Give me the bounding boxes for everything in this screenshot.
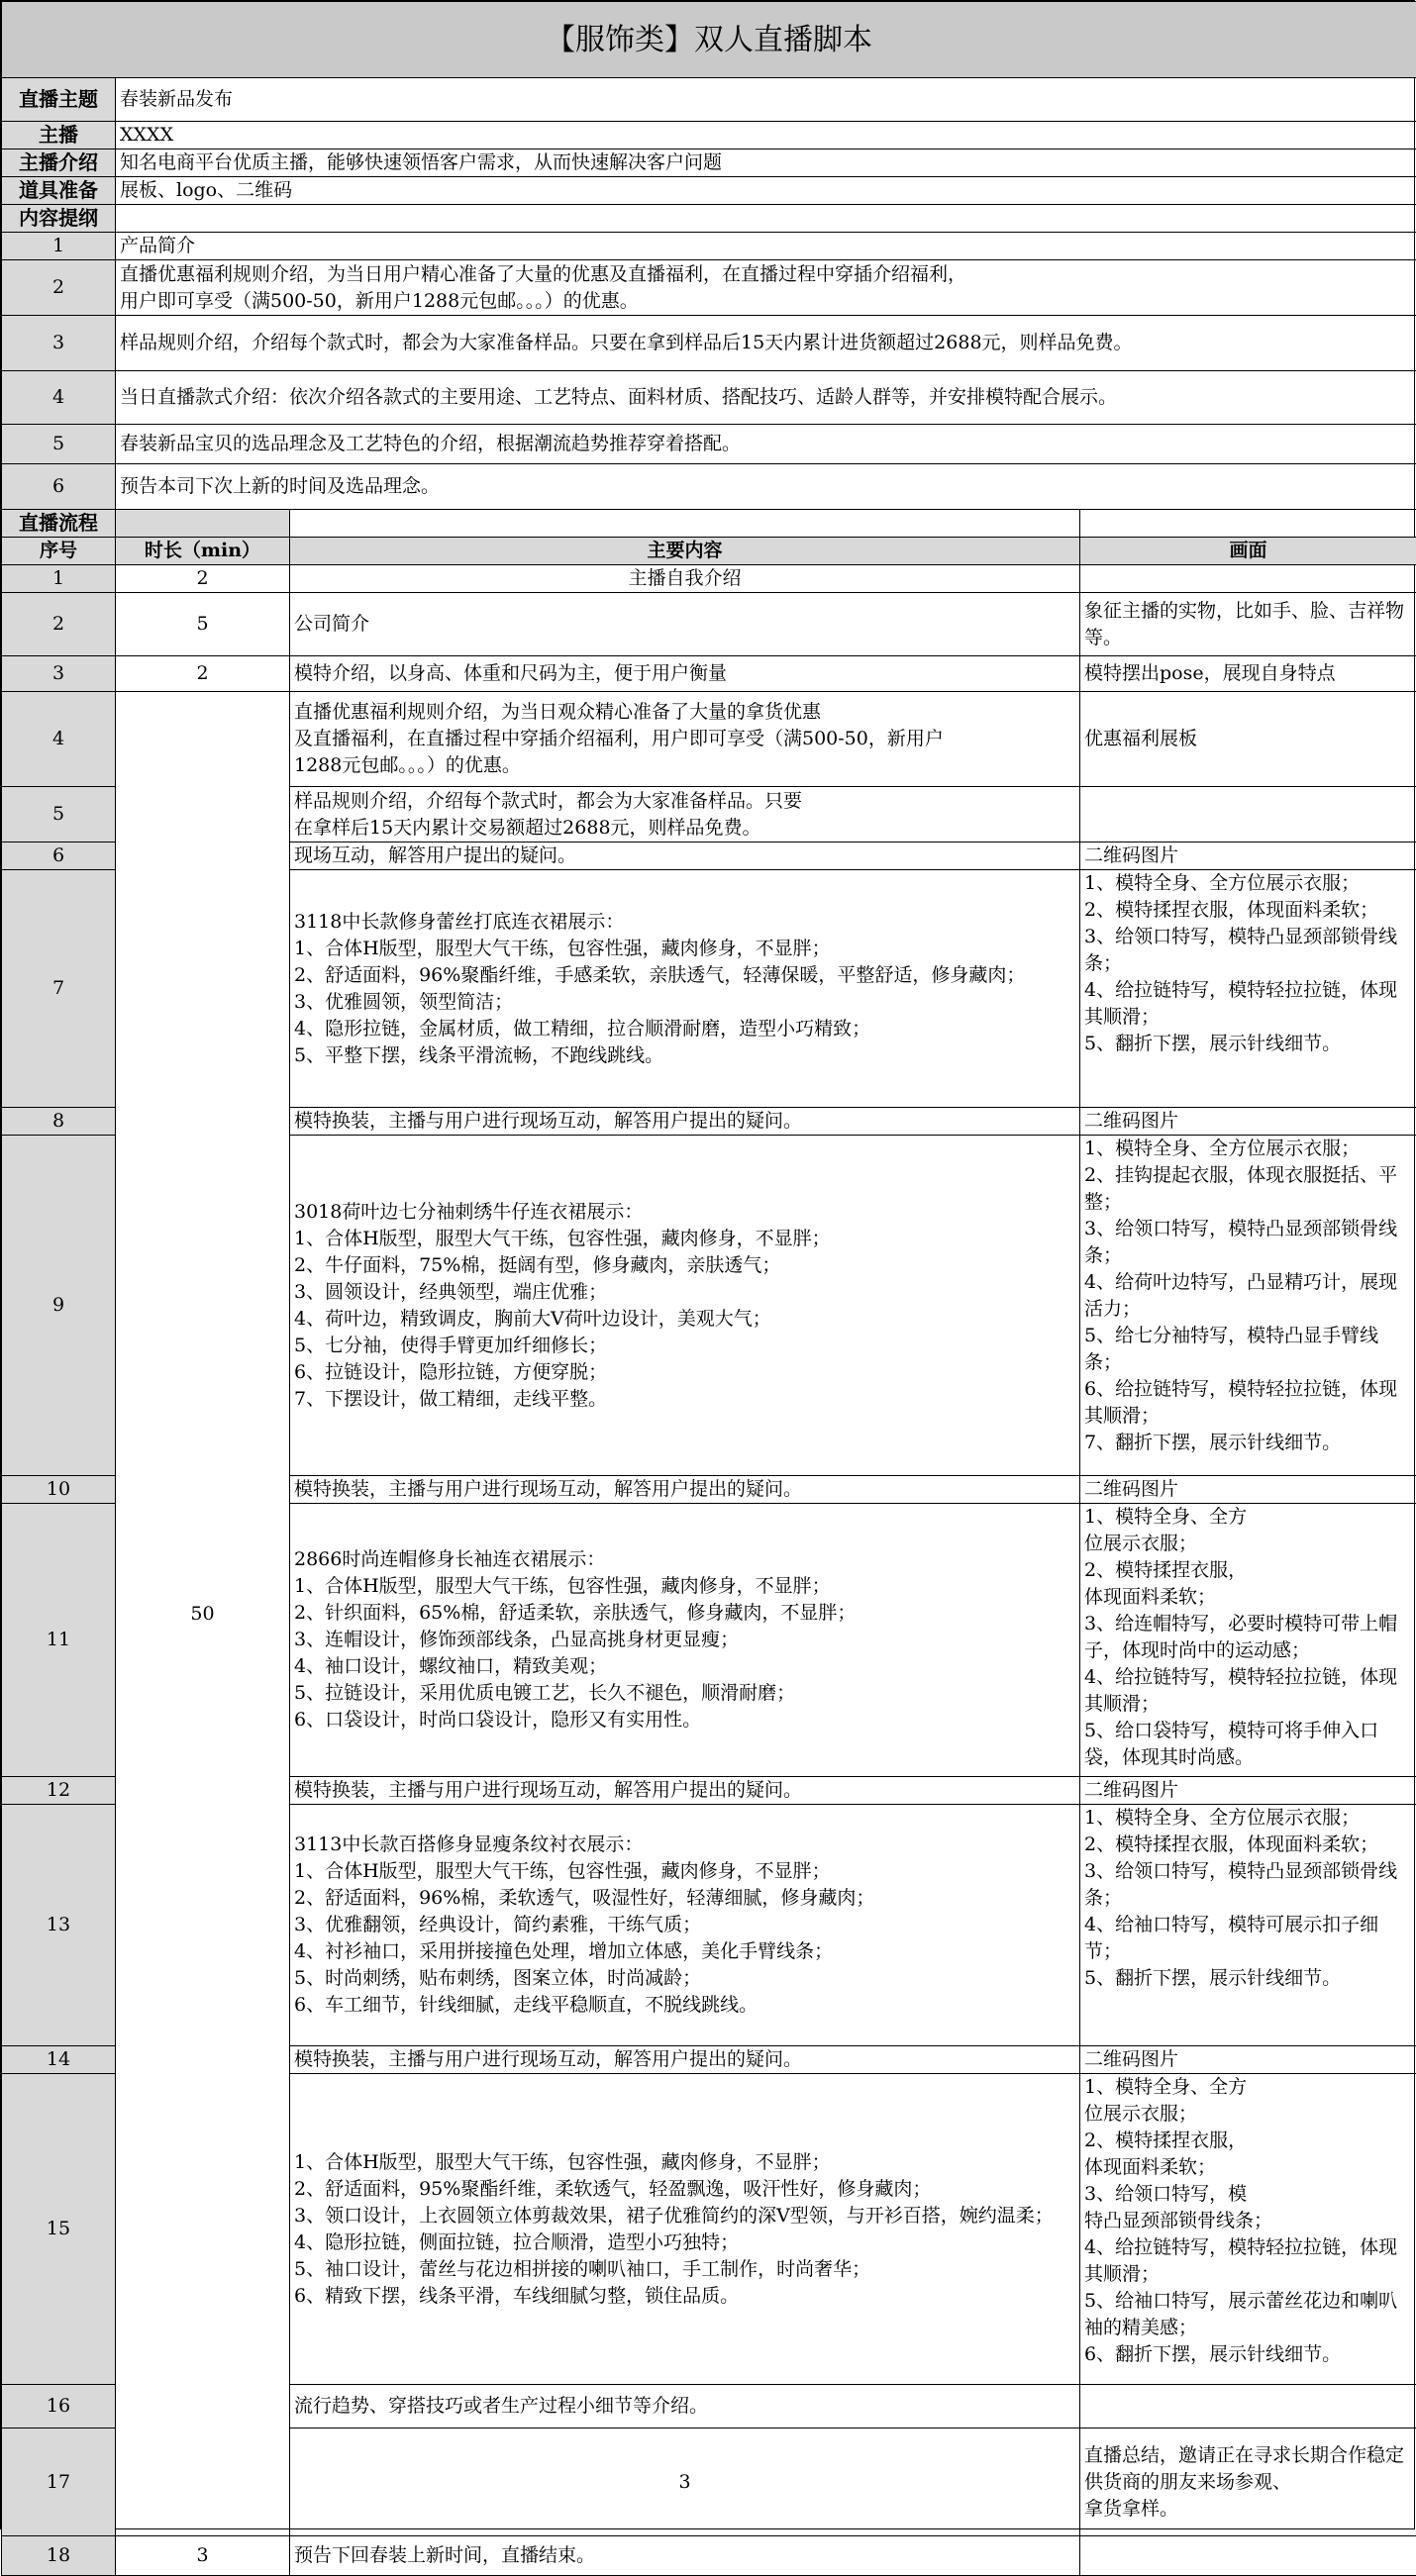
flow-no: 5 <box>2 787 116 842</box>
flow-visual: 1、模特全身、全方位展示衣服； 2、模特揉捏衣服，体现面料柔软； 3、给领口特写，模特凸显颈部锁骨线条； 4、给袖口特写，模特可展示扣子细节； 5、翻折下摆，展示针线细节。 <box>1080 1805 1416 2046</box>
flow-content: 模特换装，主播与用户进行现场互动，解答用户提出的疑问。 <box>290 1777 1080 1805</box>
flow-section-label: 直播流程 <box>2 510 116 538</box>
flow-no: 9 <box>2 1136 116 1476</box>
header-duration: 时长（min） <box>116 538 290 565</box>
flow-no: 4 <box>2 692 116 787</box>
flow-no: 13 <box>2 1805 116 2046</box>
flow-no: 8 <box>2 1108 116 1136</box>
flow-content: 3018荷叶边七分袖刺绣牛仔连衣裙展示： 1、合体H版型，服型大气干练，包容性强，藏肉修身，不显胖； 2、牛仔面料，75%棉，挺阔有型，修身藏肉，亲肤透气； 3、圆领设计，经典领型，端庄优雅； 4、荷叶边，精致调皮，胸前大V荷叶边设计，美观大气； 5、七分袖，使得手臂更加纤细修长； 6、拉链设计，隐形拉链，方便穿脱； 7、下摆设计，做工精细，走线平整。 <box>290 1136 1080 1476</box>
theme-label: 直播主题 <box>2 78 116 122</box>
flow-no: 1 <box>2 565 116 593</box>
flow-no: 2 <box>2 593 116 656</box>
flow-no: 12 <box>2 1777 116 1805</box>
flow-spacer <box>116 510 290 538</box>
header-visual: 画面 <box>1080 538 1416 565</box>
flow-visual: 二维码图片 <box>1080 1476 1416 1504</box>
flow-content: 公司简介 <box>290 593 1080 656</box>
flow-content: 3113中长款百搭修身显瘦条纹衬衣展示： 1、合体H版型，服型大气干练，包容性强，藏肉修身，不显胖； 2、舒适面料，96%棉，柔软透气，吸湿性好，轻薄细腻，修身藏肉； 3、优雅翻领，经典设计，简约素雅，干练气质； 4、衬衫袖口，采用拼接撞色处理，增加立体感，美化手臂线条； 5、时尚刺绣，贴布刺绣，图案立体，时尚减龄； 6、车工细节，针线细腻，走线平稳顺直，不脱线跳线。 <box>290 1805 1080 2046</box>
flow-no: 3 <box>2 656 116 692</box>
flow-duration: 2 <box>116 565 290 593</box>
flow-visual: 1、模特全身、全方 位展示衣服； 2、模特揉捏衣服， 体现面料柔软； 3、给领口特写，模 特凸显颈部锁骨线条； 4、给拉链特写，模特轻拉拉链，体现其顺滑； 5、给袖口特写，展示蕾丝花边和喇叭袖的精美感； 6、翻折下摆，展示针线细节。 <box>1080 2074 1416 2385</box>
flow-visual <box>1080 787 1416 842</box>
header-content: 主要内容 <box>290 538 1080 565</box>
outline-spacer <box>116 205 1416 233</box>
flow-content: 样品规则介绍，介绍每个款式时，都会为大家准备样品。只要 在拿样后15天内累计交易额超过2688元，则样品免费。 <box>290 787 1080 842</box>
outline-text: 春装新品宝贝的选品理念及工艺特色的介绍，根据潮流趋势推荐穿着搭配。 <box>116 425 1416 464</box>
script-table <box>1 1 1416 2576</box>
flow-content: 1、合体H版型，服型大气干练，包容性强，藏肉修身，不显胖； 2、舒适面料，95%聚酯纤维，柔软透气，轻盈飘逸，吸汗性好，修身藏肉； 3、领口设计，上衣圆领立体剪裁效果，裙子优雅简约的深V型领，与开衫百搭，婉约温柔； 4、隐形拉链，侧面拉链，拉合顺滑，造型小巧独特； 5、袖口设计，蕾丝与花边相拼接的喇叭袖口，手工制作，时尚奢华； 6、精致下摆，线条平滑，车线细腻匀整，锁住品质。 <box>290 2074 1080 2385</box>
flow-visual: 1、模特全身、全方位展示衣服； 2、模特揉捏衣服，体现面料柔软； 3、给领口特写，模特凸显颈部锁骨线条； 4、给拉链特写，模特轻拉拉链，体现其顺滑； 5、翻折下摆，展示针线细节。 <box>1080 870 1416 1108</box>
flow-no: 11 <box>2 1504 116 1777</box>
outline-text: 产品简介 <box>116 233 1416 260</box>
flow-spacer <box>1080 510 1416 538</box>
outline-no: 1 <box>2 233 116 260</box>
outline-label: 内容提纲 <box>2 205 116 233</box>
flow-content: 预告下回春装上新时间，直播结束。 <box>290 2536 1080 2576</box>
flow-duration: 3 <box>116 2536 290 2576</box>
flow-no: 16 <box>2 2385 116 2428</box>
flow-visual <box>1080 2536 1416 2576</box>
flow-content: 模特换装，主播与用户进行现场互动，解答用户提出的疑问。 <box>290 1476 1080 1504</box>
host-intro-label: 主播介绍 <box>2 149 116 177</box>
outline-no: 4 <box>2 371 116 425</box>
outline-no: 3 <box>2 316 116 371</box>
flow-duration: 5 <box>116 593 290 656</box>
flow-visual: 优惠福利展板 <box>1080 692 1416 787</box>
flow-visual: 二维码图片 <box>1080 2046 1416 2074</box>
outline-no: 5 <box>2 425 116 464</box>
flow-visual <box>1080 565 1416 593</box>
header-seq: 序号 <box>2 538 116 565</box>
flow-no: 7 <box>2 870 116 1108</box>
page-title: 【服饰类】双人直播脚本 <box>2 2 1416 78</box>
flow-duration: 2 <box>116 656 290 692</box>
flow-duration-merged: 50 <box>116 692 290 2536</box>
outline-text: 预告本司下次上新的时间及选品理念。 <box>116 464 1416 510</box>
flow-content: 2866时尚连帽修身长袖连衣裙展示： 1、合体H版型，服型大气干练，包容性强，藏肉修身，不显胖； 2、针织面料，65%棉，舒适柔软，亲肤透气，修身藏肉，不显胖； 3、连帽设计，修饰颈部线条，凸显高挑身材更显瘦； 4、袖口设计，螺纹袖口，精致美观； 5、拉链设计，采用优质电镀工艺，长久不褪色，顺滑耐磨； 6、口袋设计，时尚口袋设计，隐形又有实用性。 <box>290 1504 1080 1777</box>
flow-content: 模特换装，主播与用户进行现场互动，解答用户提出的疑问。 <box>290 2046 1080 2074</box>
flow-visual: 模特摆出pose，展现自身特点 <box>1080 656 1416 692</box>
flow-no: 15 <box>2 2074 116 2385</box>
outline-no: 2 <box>2 260 116 316</box>
outline-text: 样品规则介绍，介绍每个款式时，都会为大家准备样品。只要在拿到样品后15天内累计进货额超过2688元，则样品免费。 <box>116 316 1416 371</box>
flow-content: 直播总结，邀请正在寻求长期合作稳定供货商的朋友来场参观、 拿货拿样。 <box>1080 2428 1416 2536</box>
host-intro-value: 知名电商平台优质主播，能够快速领悟客户需求，从而快速解决客户问题 <box>116 149 1416 177</box>
flow-content: 模特介绍，以身高、体重和尺码为主，便于用户衡量 <box>290 656 1080 692</box>
flow-visual: 二维码图片 <box>1080 842 1416 870</box>
flow-visual: 二维码图片 <box>1080 1108 1416 1136</box>
flow-visual <box>1080 2385 1416 2428</box>
theme-value: 春装新品发布 <box>116 78 1416 122</box>
flow-content: 3118中长款修身蕾丝打底连衣裙展示： 1、合体H版型，服型大气干练，包容性强，藏肉修身，不显胖； 2、舒适面料，96%聚酯纤维，手感柔软，亲肤透气，轻薄保暖，平整舒适，修身藏肉； 3、优雅圆领，领型简洁； 4、隐形拉链，金属材质，做工精细，拉合顺滑耐磨，造型小巧精致； 5、平整下摆，线条平滑流畅，不跑线跳线。 <box>290 870 1080 1108</box>
props-label: 道具准备 <box>2 177 116 205</box>
flow-content: 流行趋势、穿搭技巧或者生产过程小细节等介绍。 <box>290 2385 1080 2428</box>
flow-no: 14 <box>2 2046 116 2074</box>
flow-content: 直播优惠福利规则介绍，为当日观众精心准备了大量的拿货优惠 及直播福利，在直播过程中穿插介绍福利，用户即可享受（满500-50，新用户 1288元包邮。。。）的优惠。 <box>290 692 1080 787</box>
flow-visual: 1、模特全身、全方位展示衣服； 2、挂钩提起衣服，体现衣服挺括、平整； 3、给领口特写，模特凸显颈部锁骨线条； 4、给荷叶边特写，凸显精巧计，展现活力； 5、给七分袖特写，模特凸显手臂线条； 6、给拉链特写，模特轻拉拉链，体现其顺滑； 7、翻折下摆，展示针线细节。 <box>1080 1136 1416 1476</box>
flow-content: 主播自我介绍 <box>290 565 1080 593</box>
flow-spacer <box>290 510 1080 538</box>
flow-duration: 3 <box>290 2428 1080 2536</box>
host-label: 主播 <box>2 122 116 149</box>
flow-content: 现场互动，解答用户提出的疑问。 <box>290 842 1080 870</box>
outline-text: 直播优惠福利规则介绍，为当日用户精心准备了大量的优惠及直播福利，在直播过程中穿插介绍福利， 用户即可享受（满500-50，新用户1288元包邮。。。）的优惠。 <box>116 260 1416 316</box>
host-value: XXXX <box>116 122 1416 149</box>
flow-no: 18 <box>2 2536 116 2576</box>
flow-visual: 二维码图片 <box>1080 1777 1416 1805</box>
flow-no: 6 <box>2 842 116 870</box>
outline-no: 6 <box>2 464 116 510</box>
flow-content: 模特换装，主播与用户进行现场互动，解答用户提出的疑问。 <box>290 1108 1080 1136</box>
props-value: 展板、logo、二维码 <box>116 177 1416 205</box>
outline-text: 当日直播款式介绍：依次介绍各款式的主要用途、工艺特点、面料材质、搭配技巧、适龄人群等，并安排模特配合展示。 <box>116 371 1416 425</box>
flow-visual: 象征主播的实物，比如手、脸、吉祥物等。 <box>1080 593 1416 656</box>
flow-visual: 1、模特全身、全方 位展示衣服； 2、模特揉捏衣服， 体现面料柔软； 3、给连帽特写，必要时模特可带上帽子，体现时尚中的运动感； 4、给拉链特写，模特轻拉拉链，体现其顺滑； 5、给口袋特写，模特可将手伸入口袋，体现其时尚感。 <box>1080 1504 1416 1777</box>
flow-no: 10 <box>2 1476 116 1504</box>
flow-no: 17 <box>2 2428 116 2536</box>
